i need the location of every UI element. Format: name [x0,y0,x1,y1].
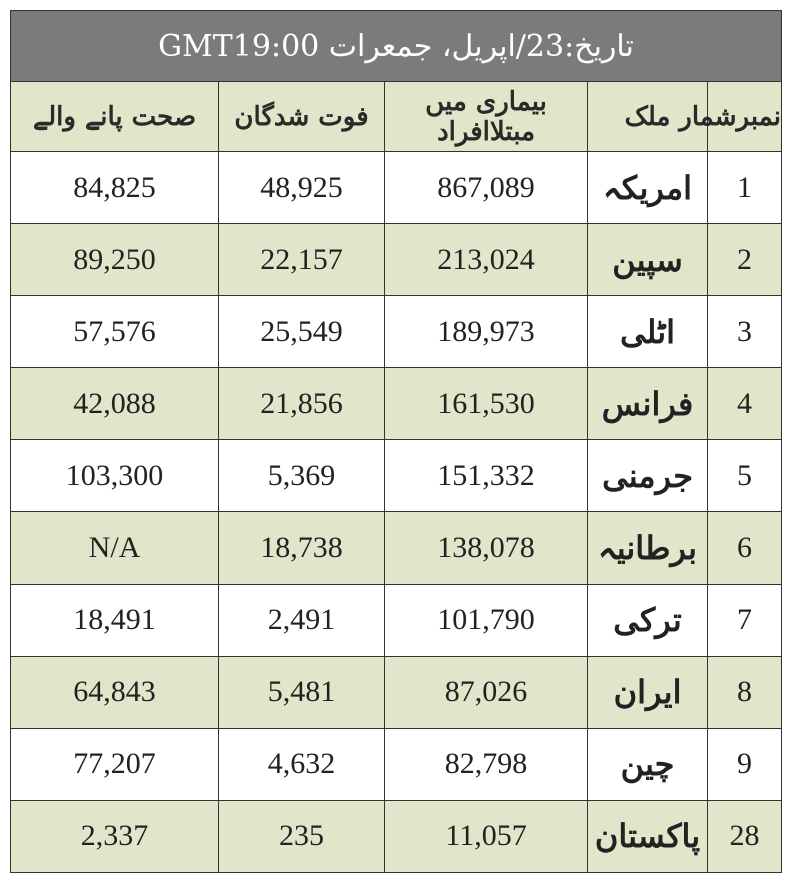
table-row [11,656,782,728]
cell-country: ترکی [588,584,708,656]
cell-deaths: 5,481 [219,656,385,728]
cell-recovered: 103,300 [11,440,219,512]
table-row [11,296,782,368]
cell-infected: 101,790 [385,584,588,656]
cell-infected: 82,798 [385,728,588,800]
cell-infected: 151,332 [385,440,588,512]
table-row [11,512,782,584]
cell-recovered: 42,088 [11,368,219,440]
covid-stats-table [10,10,782,873]
cell-country: سپین [588,224,708,296]
cell-serial: 9 [708,728,782,800]
cell-serial: 1 [708,152,782,224]
table-row [11,800,782,872]
cell-serial: 7 [708,584,782,656]
cell-recovered: N/A [11,512,219,584]
cell-deaths: 22,157 [219,224,385,296]
cell-recovered: 2,337 [11,800,219,872]
cell-infected: 138,078 [385,512,588,584]
header-deaths: فوت شدگان [219,82,385,152]
cell-recovered: 18,491 [11,584,219,656]
cell-deaths: 5,369 [219,440,385,512]
header-serial: نمبرشمار [708,82,782,152]
cell-deaths: 21,856 [219,368,385,440]
table-row [11,440,782,512]
cell-recovered: 77,207 [11,728,219,800]
cell-serial: 8 [708,656,782,728]
header-recovered: صحت پانے والے [11,82,219,152]
cell-recovered: 84,825 [11,152,219,224]
table-row [11,224,782,296]
header-country: ملک [588,82,708,152]
cell-serial: 3 [708,296,782,368]
cell-recovered: 57,576 [11,296,219,368]
cell-serial: 4 [708,368,782,440]
cell-infected: 11,057 [385,800,588,872]
cell-infected: 189,973 [385,296,588,368]
cell-country: امریکہ [588,152,708,224]
table-title: تاریخ:23/اپریل، جمعرات GMT19:00 [11,11,782,82]
header-infected: بیماری میں مبتلاافراد [385,82,588,152]
cell-deaths: 48,925 [219,152,385,224]
cell-serial: 2 [708,224,782,296]
cell-serial: 28 [708,800,782,872]
cell-infected: 867,089 [385,152,588,224]
cell-deaths: 4,632 [219,728,385,800]
cell-infected: 87,026 [385,656,588,728]
cell-deaths: 2,491 [219,584,385,656]
cell-country: فرانس [588,368,708,440]
cell-infected: 161,530 [385,368,588,440]
table-row [11,368,782,440]
cell-country: جرمنی [588,440,708,512]
cell-recovered: 64,843 [11,656,219,728]
header-row [11,82,782,152]
cell-serial: 6 [708,512,782,584]
cell-infected: 213,024 [385,224,588,296]
cell-recovered: 89,250 [11,224,219,296]
table-row [11,152,782,224]
cell-country: اٹلی [588,296,708,368]
cell-deaths: 25,549 [219,296,385,368]
cell-country: پاکستان [588,800,708,872]
table-row [11,584,782,656]
table-row [11,728,782,800]
cell-country: ایران [588,656,708,728]
cell-deaths: 18,738 [219,512,385,584]
title-row [11,11,782,82]
cell-country: چین [588,728,708,800]
cell-country: برطانیہ [588,512,708,584]
cell-deaths: 235 [219,800,385,872]
cell-serial: 5 [708,440,782,512]
